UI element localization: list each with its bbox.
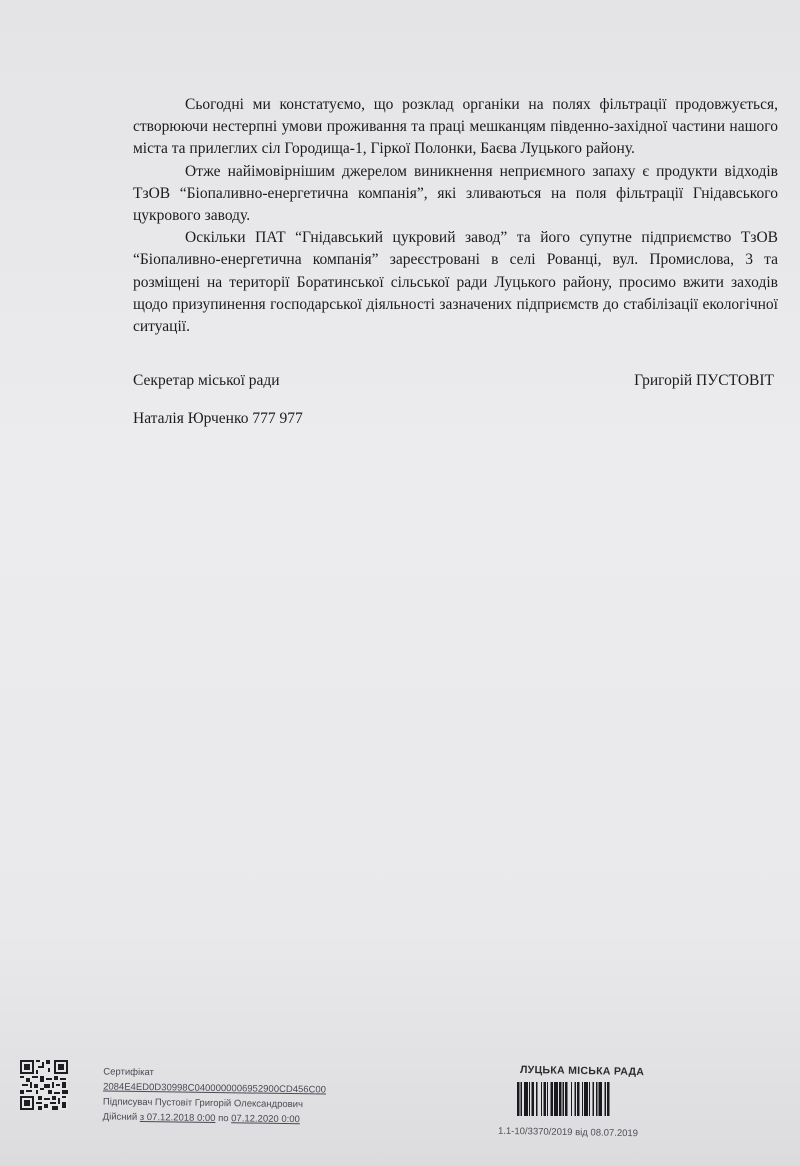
certificate-signer: Підписувач Пустовіт Григорій Олександрович — [102, 1096, 304, 1111]
certificate-label: Сертифікат — [103, 1066, 155, 1079]
valid-to: 07.12.2020 0:00 — [231, 1113, 300, 1126]
certificate-block — [103, 1064, 327, 1127]
paragraph-2: Отже найімовірнішим джерелом виникнення неприємного запаху є продукти відходів ТзОВ “Біопаливно-енергетична компанія”, які зливаються на поля фільтрації Гнідавського цукрового заводу. — [133, 162, 778, 225]
barcode-icon — [517, 1082, 641, 1116]
qr-code-icon — [20, 1060, 68, 1110]
validity-mid: по — [218, 1113, 229, 1125]
signatory-name: Григорій ПУСТОВІТ — [634, 372, 774, 389]
signatory-position: Секретар міської ради — [133, 372, 280, 389]
paragraph-3: Оскільки ПАТ “Гнідавський цукровий завод” та його супутне підприємство ТзОВ “Біопаливно-енергетична компанія” зареєстровані в селі Рованці, вул. Промислова, 3 та розміщені на території Боратинської сільської ради Луцького району, просимо вжити заходів щодо призупинення господарської діяльності зазначених підприємств до стабілізації екологічної ситуації. — [133, 229, 778, 336]
certificate-validity — [103, 1109, 326, 1127]
validity-prefix: Дійсний — [102, 1111, 138, 1123]
valid-from: з 07.12.2018 0:00 — [139, 1111, 216, 1125]
contact-line: Наталія Юрченко 777 977 — [133, 410, 303, 427]
registration-number: 1.1-10/3370/2019 від 08.07.2019 — [497, 1125, 639, 1140]
certificate-serial: 2084E4ED0D30998C0400000006952900CD456C00 — [103, 1081, 327, 1096]
paragraph-1: Сьогодні ми констатуємо, що розклад органіки на полях фільтрації продовжується, створюючи нестерпні умови проживання та праці мешканцям південно-західної частини нашого міста та прилеглих сіл Городища-1, Гіркої Полонки, Баєва Луцького району. — [133, 96, 778, 158]
stamp-organization: ЛУЦЬКА МІСЬКА РАДА — [519, 1063, 645, 1079]
letter-body — [133, 94, 778, 338]
